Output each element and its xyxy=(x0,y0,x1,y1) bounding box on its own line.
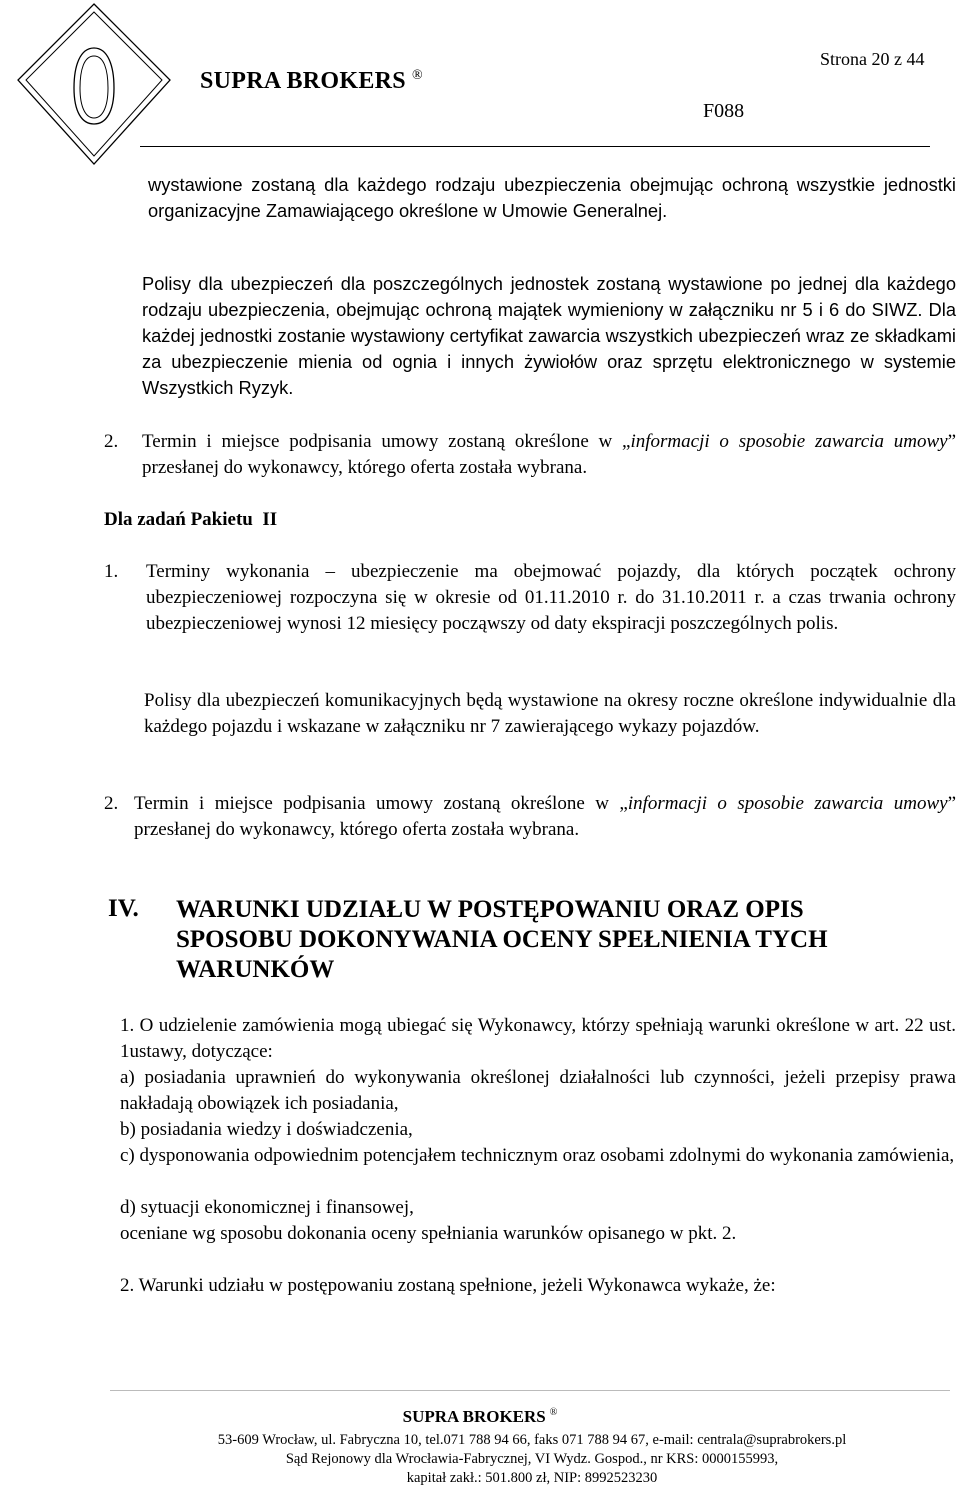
text-segment: ” przesłanej do wykonawcy, którego oferta została wybrana. xyxy=(134,793,957,840)
footer-address: 53-609 Wrocław, ul. Fabryczna 10, tel.071 788 94 66, faks 071 788 94 67, e-mail: centrala@suprabrokers.pl xyxy=(217,1432,847,1448)
section-title: WARUNKI UDZIAŁU W POSTĘPOWANIU ORAZ OPIS SPOSOBU DOKONYWANIA OCENY SPEŁNIENIA TYCH WARUNKÓW xyxy=(176,896,828,983)
item-number: 1. xyxy=(104,561,119,582)
header-brand-name: SUPRA BROKERS xyxy=(200,68,406,94)
footer-court: Sąd Rejonowy dla Wrocławia-Fabrycznej, VI Wydz. Gospod., nr KRS: 0000155993, xyxy=(285,1451,779,1467)
condition-intro: 1. O udzielenie zamówienia mogą ubiegać się Wykonawcy, którzy spełniają warunki określone w art. 22 ust. 1ustawy, dotyczące: xyxy=(120,1015,956,1062)
paragraph-signing-term xyxy=(142,429,956,481)
condition-b: b) posiadania wiedzy i doświadczenia, xyxy=(120,1119,413,1140)
italic-segment: informacji o sposobie zawarcia umowy xyxy=(630,431,948,452)
item-number: 2. xyxy=(104,431,119,452)
condition-assessment: oceniane wg sposobu dokonania oceny spełniania warunków opisanego w pkt. 2. xyxy=(120,1223,737,1244)
header-divider xyxy=(140,146,930,147)
paragraph-policies-units: Polisy dla ubezpieczeń dla poszczególnych jednostek zostaną wystawione po jednej dla każdego rodzaju ubezpieczenia, obejmując ochroną majątek wymieniony w załączniku nr 5 i 6 do SIWZ. Dla każdej jednostki zostanie wystawiony certyfikat zawarcia wszystkich ubezpieczeń wraz ze składkami za ubezpieczenie mienia od ognia i innych żywiołów oraz sprzętu elektronicznego w systemie Wszystkich Ryzyk. xyxy=(142,273,956,398)
supra-brokers-logo-icon xyxy=(14,0,174,170)
section-number: IV. xyxy=(108,895,139,922)
condition-c: c) dysponowania odpowiednim potencjałem technicznym oraz osobami zdolnymi do wykonania zamówienia, xyxy=(120,1145,955,1166)
text-segment: Termin i miejsce podpisania umowy zostaną określone w „ xyxy=(142,431,631,452)
paragraph-units: wystawione zostaną dla każdego rodzaju ubezpieczenia obejmując ochroną wszystkie jednostki organizacyjne Zamawiającego określone w Umowie Generalnej. xyxy=(148,174,956,221)
paragraph-deadlines: Terminy wykonania – ubezpieczenie ma obejmować pojazdy, dla których początek ochrony ubezpieczeniowej rozpoczyna się w okresie od 01.11.2010 r. do 31.10.2011 r. a czas trwania ochrony ubezpieczeniowej wynosi 12 miesięcy począwszy od daty ekspiracji poszczególnych polis. xyxy=(146,561,956,634)
text-segment: Termin i miejsce podpisania umowy zostaną określone w „ xyxy=(134,793,628,814)
pakiet-heading: Dla zadań Pakietu II xyxy=(104,509,278,530)
text-segment: ” przesłanej do wykonawcy, którego oferta została wybrana. xyxy=(142,431,956,478)
header-brand xyxy=(200,68,423,95)
condition-a: a) posiadania uprawnień do wykonywania określonej działalności lub czynności, jeżeli przepisy prawa nakładają obowiązek ich posiadania, xyxy=(120,1067,956,1114)
item-number: 2. xyxy=(104,793,119,814)
paragraph-signing-term-2 xyxy=(134,791,956,843)
footer-capital: kapitał zakł.: 501.800 zł, NIP: 8992523230 xyxy=(406,1470,658,1486)
footer-brand xyxy=(0,1407,960,1427)
registered-mark: ® xyxy=(549,1407,558,1419)
footer-brand-name: SUPRA BROKERS xyxy=(402,1407,546,1426)
condition-d: d) sytuacji ekonomicznej i finansowej, xyxy=(120,1197,414,1218)
paragraph-vehicle-policies: Polisy dla ubezpieczeń komunikacyjnych będą wystawione na okresy roczne określone indywidualnie dla każdego pojazdu i wskazane w załączniku nr 7 zawierającego wykazy pojazdów. xyxy=(144,690,956,737)
italic-segment: informacji o sposobie zawarcia umowy xyxy=(627,793,948,814)
form-code: F088 xyxy=(703,100,745,122)
page-number: Strona 20 z 44 xyxy=(820,49,925,69)
footer-divider xyxy=(110,1390,950,1391)
registered-mark: ® xyxy=(411,68,423,83)
condition-met: 2. Warunki udziału w postępowaniu zostaną spełnione, jeżeli Wykonawca wykaże, że: xyxy=(120,1275,776,1296)
